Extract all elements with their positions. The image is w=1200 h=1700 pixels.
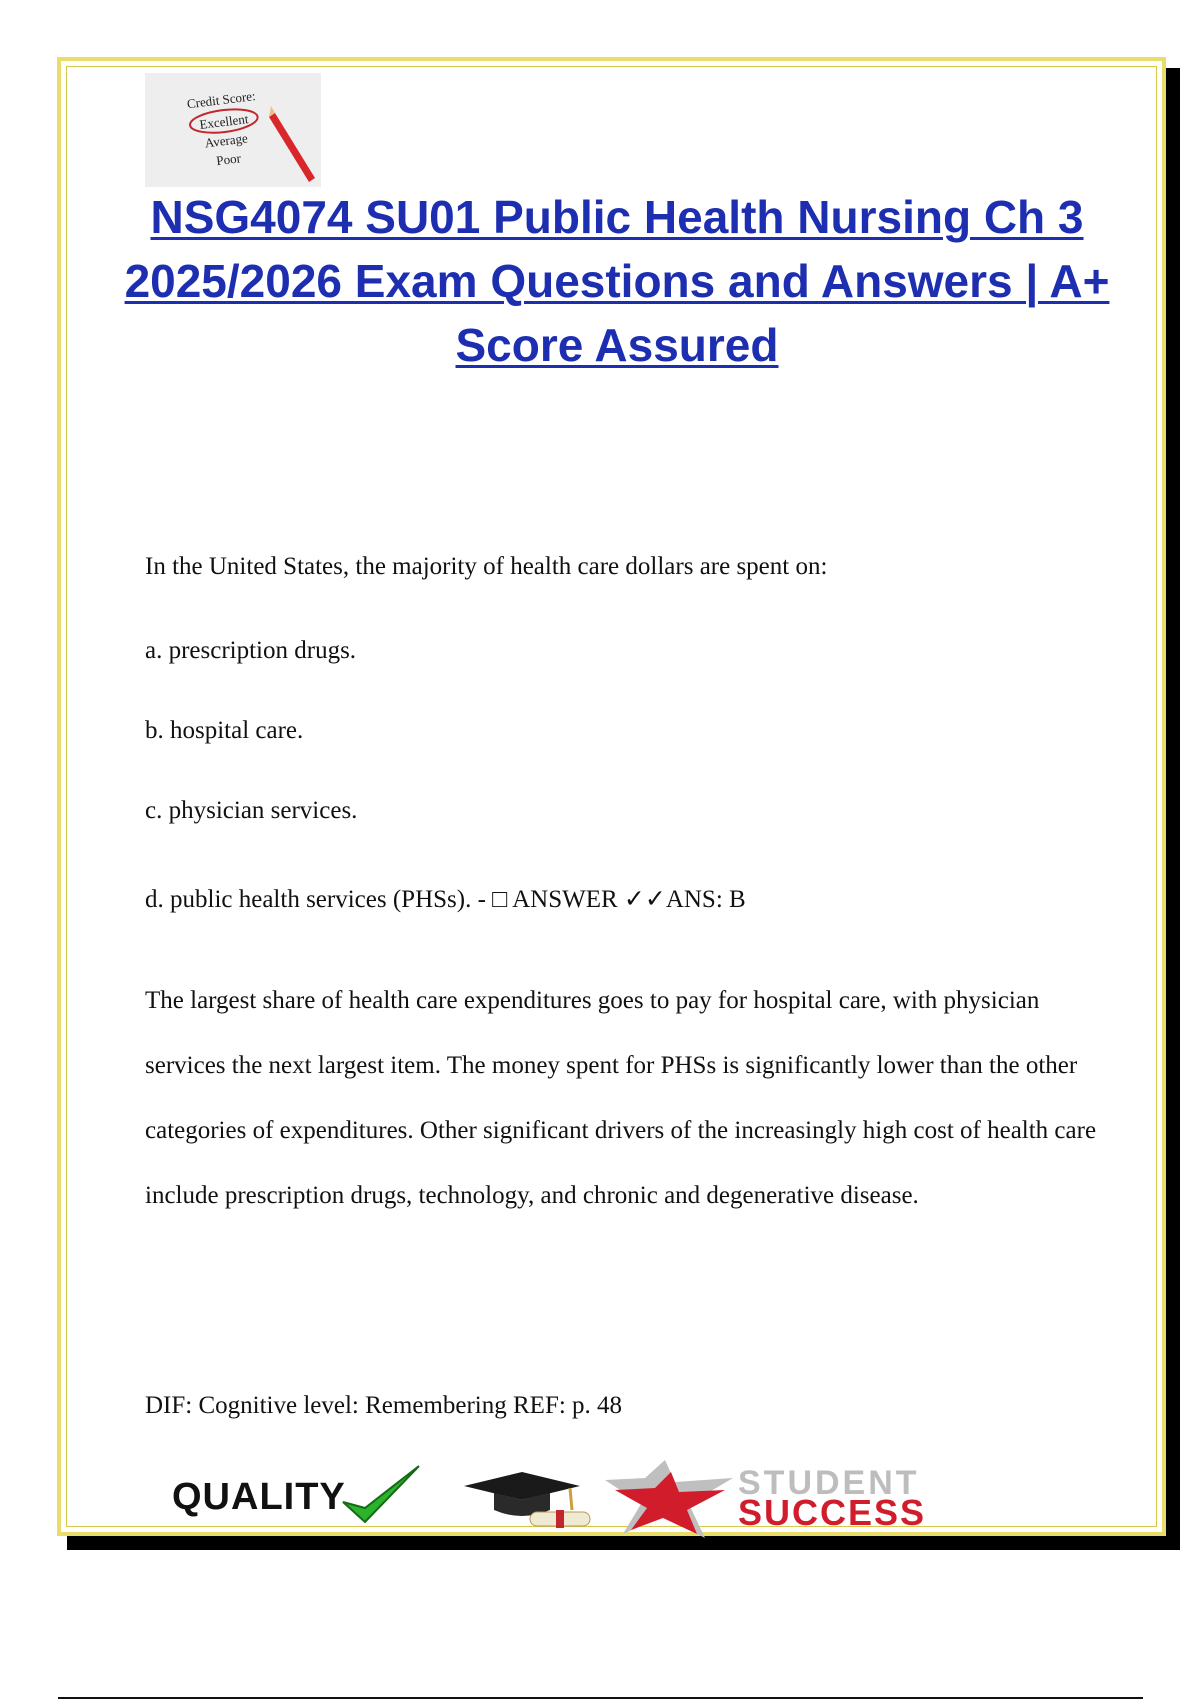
logo-line-4: Poor [215, 150, 242, 169]
document-title: NSG4074 SU01 Public Health Nursing Ch 3 2025/2026 Exam Questions and Answers | A+ Score Assured [124, 191, 1110, 371]
checkmark-icon [335, 1460, 425, 1530]
bottom-divider [58, 1697, 1143, 1699]
graduation-cap-icon [460, 1466, 600, 1534]
option-d-answer: d. public health services (PHSs). - □ ANSWER ✓✓ANS: B [145, 886, 746, 913]
footer-badges [160, 1460, 1060, 1540]
logo-line-1: Credit Score: [186, 88, 257, 112]
rationale-paragraph: The largest share of health care expenditures goes to pay for hospital care, with physician services the next largest item. The money spent for PHSs is significantly lower than the other categories of expenditures. Other significant drivers of the increasingly high cost of health care include prescription drugs, technology, and chronic and degenerative disease. [145, 987, 1097, 1209]
student-success-logo [738, 1464, 927, 1533]
option-c: c. physician services. [145, 797, 358, 824]
credit-score-icon [145, 73, 321, 187]
reference-line: DIF: Cognitive level: Remembering REF: p. 48 [145, 1392, 623, 1419]
credit-score-logo [145, 73, 321, 187]
success-text: SUCCESS [738, 1492, 927, 1533]
student-text: STUDENT [738, 1464, 920, 1502]
logo-line-2: Excellent [198, 111, 250, 132]
logo-line-3: Average [203, 130, 249, 151]
option-a: a. prescription drugs. [145, 637, 357, 664]
question-text: In the United States, the majority of health care dollars are spent on: [145, 553, 828, 580]
student-success-star-icon [605, 1460, 735, 1540]
quality-badge: QUALITY [172, 1476, 346, 1518]
option-b: b. hospital care. [145, 717, 304, 744]
